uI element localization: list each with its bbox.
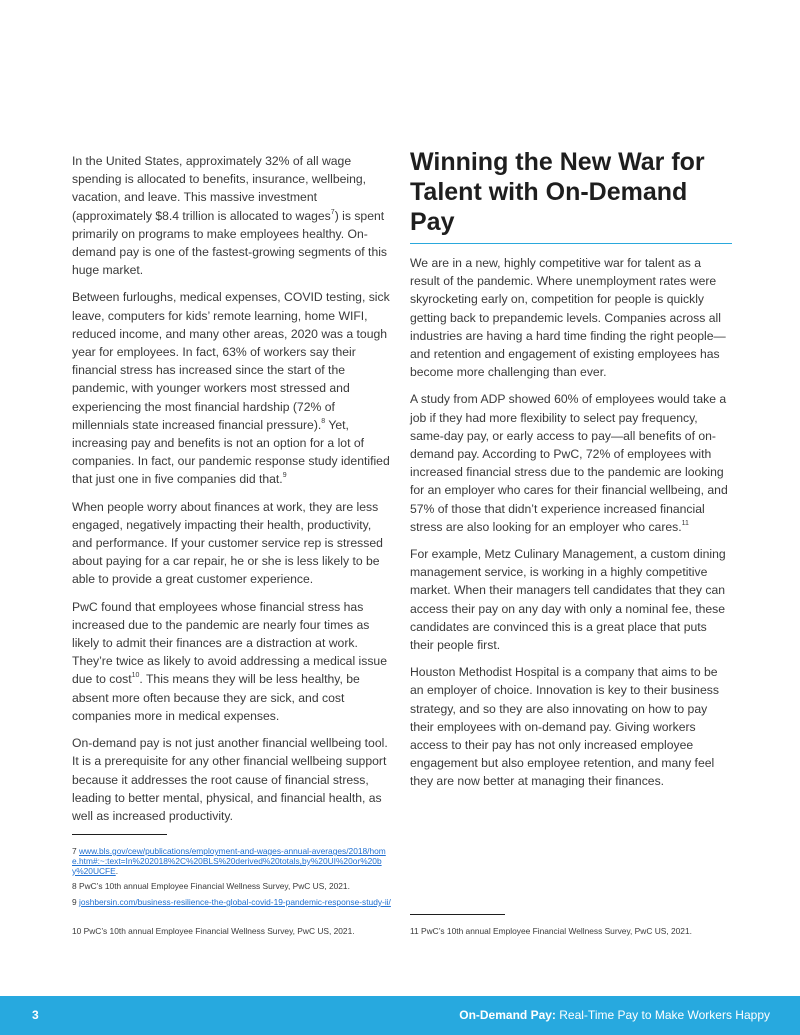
footnote-punct: . — [115, 865, 119, 876]
paragraph-pwc-found — [72, 598, 390, 725]
paragraph-worry-finances: When people worry about finances at work, they are less engaged, negatively impacting their health, productivity, and performance. If your customer service rep is stressed about paying for a car repair, he or she is less likely to be able to provide a great customer experience. — [72, 499, 383, 587]
footnote-number: 9 — [72, 897, 77, 907]
paragraph-text: Between furloughs, medical expenses, COVID testing, sick leave, computers for kids’ remote learning, home WIFI, reduced income, and many other areas, 2020 was a tough year for employees. In fact, 63% of workers say their financial stress has increased since the start of the pandemic, with younger workers most stressed and experiencing the most financial hardship (72% of millennials state increased financial pressure). — [72, 290, 390, 432]
paragraph-metz-example: For example, Metz Culinary Management, a custom dining management service, is working in a highly competitive market. When their managers tell candidates that they can access their pay on any day with only a nominal fee, these candidates are convinced this is a great place that puts their people first. — [410, 547, 726, 653]
paragraph-text: PwC found that employees whose financial stress has increased due to the pandemic are nearly four times as likely to admit their finances are a distraction at work. They’re twice as likely to avoid addressing a medical issue due to cost — [72, 599, 387, 687]
paragraph-adp-study — [410, 390, 732, 536]
footnote-ref-10: 10 — [131, 672, 140, 680]
footer-title-bold: On-Demand Pay: — [459, 1008, 556, 1022]
footnote-8: 8 PwC’s 10th annual Employee Financial Wellness Survey, PwC US, 2021. — [72, 881, 350, 891]
paragraph-war-for-talent: We are in a new, highly competitive war for talent as a result of the pandemic. Where unemployment rates were skyrocketing early on, competition for people is quickly getting back to prepandemic levels. Companies across all industries are having a hard time finding the right people—and retention and engagement of existing employees has become more challenging than ever. — [410, 256, 726, 380]
footer-title-rest: Real-Time Pay to Make Workers Happy — [555, 1008, 770, 1022]
page-number: 3 — [32, 1008, 39, 1022]
footnote-7 — [72, 847, 392, 876]
footnote-ref-7: 7 — [330, 208, 335, 216]
footnote-ref-9: 9 — [282, 472, 287, 480]
right-column — [410, 148, 732, 800]
left-column — [72, 152, 390, 834]
paragraph-text: A study from ADP showed 60% of employees would take a job if they had more flexibility to select pay frequency, same-day pay, or early access to pay—all benefits of on-demand pay. According to PwC, 72% of employees with increased financial stress due to the pandemic are looking for an employer who cares for their financial wellbeing, and 57% of those that didn’t experience increased financial stress are also looking for an employer who cares. — [410, 392, 728, 534]
paragraph-houston-methodist: Houston Methodist Hospital is a company that aims to be an employer of choice. Innovation is key to their business strategy, and so they are also innovating on how to pay their employees with on-demand pay. Giving workers access to their pay has not only increased employee engagement but also employee retention, and many feel they are now better at managing their finances. — [410, 665, 719, 789]
footnote-10: 10 PwC’s 10th annual Employee Financial Wellness Survey, PwC US, 2021. — [72, 926, 355, 936]
paragraph-text: ) is spent primarily on programs to make employees healthy. On-demand pay is one of the fastest-growing segments of this huge market. — [72, 208, 388, 278]
paragraph-prerequisite: On-demand pay is not just another financial wellbeing tool. It is a prerequisite for any other financial wellbeing support because it addresses the root cause of financial stress, leading to better mental, physical, and financial health, as well as increased productivity. — [72, 736, 388, 823]
footnote-7-link[interactable]: www.bls.gov/cew/publications/employment-and-wages-annual-averages/2018/home.htm#:~:text=In%202018%2C%20BLS%20derived%20totals,by%20UI%20or%20by%20UCFE — [72, 846, 386, 876]
section-heading: Winning the New War for Talent with On-Demand Pay — [410, 147, 732, 244]
paragraph-wage-spending — [72, 152, 390, 279]
footnote-divider-right — [410, 914, 505, 915]
paragraph-text: Yet, increasing pay and benefits is not an option for a lot of companies. In fact, our pandemic response study identified that just one in five companies did that. — [72, 417, 390, 487]
footnote-divider-left — [72, 834, 167, 835]
paragraph-text: . This means they will be less healthy, be absent more often because they are sick, and cost companies more in medical expenses. — [72, 672, 360, 723]
paragraph-text: In the United States, approximately 32% of all wage spending is allocated to benefits, insurance, wellbeing, vacation, and leave. This massive investment (approximately $8.4 trillion is allocated to wages — [72, 154, 367, 223]
footnote-9-link[interactable]: joshbersin.com/business-resilience-the-global-covid-19-pandemic-response-study-ii/ — [79, 897, 391, 907]
footnote-9 — [72, 898, 392, 908]
page-footer — [0, 996, 800, 1035]
paragraph-2020-stress — [72, 288, 390, 488]
footnote-11: 11 PwC’s 10th annual Employee Financial Wellness Survey, PwC US, 2021. — [410, 926, 692, 936]
footer-title — [459, 1008, 770, 1022]
footnote-ref-11: 11 — [681, 519, 689, 527]
footnote-number: 7 — [72, 846, 77, 856]
footnote-ref-8: 8 — [321, 417, 326, 425]
